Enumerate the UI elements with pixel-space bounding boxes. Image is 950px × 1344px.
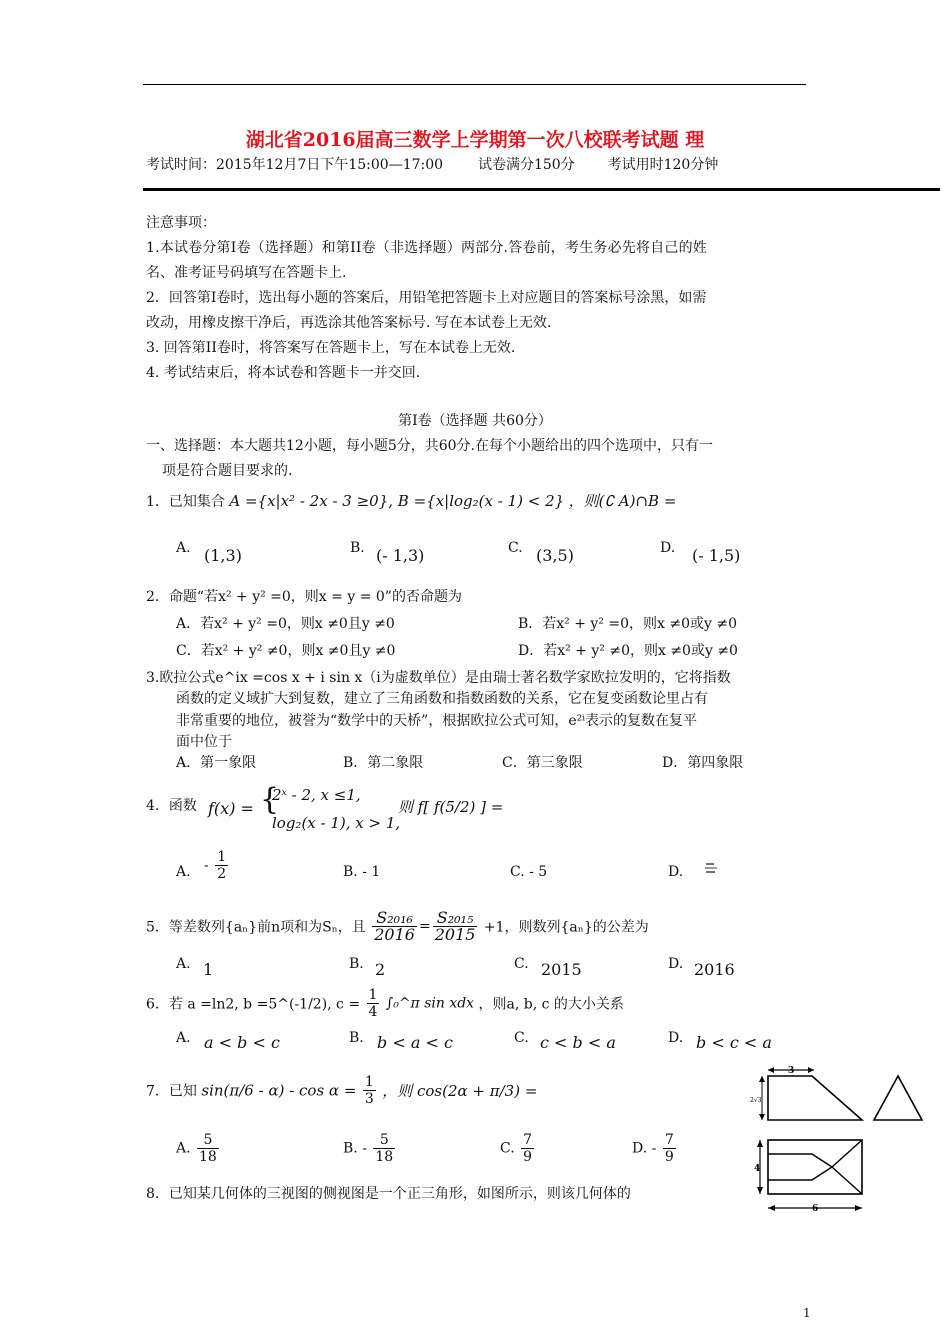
q7-tail: ，则 cos(2α + π/3) =: [382, 1082, 538, 1100]
q6-option-d: b < c < a: [696, 1033, 772, 1052]
front-view-trapezoid: [768, 1076, 862, 1120]
q7-option-d: [632, 1132, 678, 1165]
q4-option-d-label: D.: [668, 864, 684, 880]
q5-tail: +1，则数列{aₙ}的公差为: [483, 919, 649, 936]
question-1: [146, 490, 676, 511]
q4-a-den: 2: [217, 866, 227, 882]
q1-formula: A ={x|x² - 2x - 3 ≥0}, B ={x|log₂(x - 1) < 2}: [229, 492, 565, 510]
q7-a-num: 5: [197, 1132, 219, 1149]
q1-option-a: (1,3): [204, 546, 242, 565]
q7-c-num: 7: [523, 1132, 533, 1148]
q6-c-den: 4: [368, 1004, 378, 1020]
q6-c-frac: [367, 987, 380, 1020]
q5-b-label: B.: [349, 956, 364, 972]
duration: 考试用时120分钟: [607, 157, 719, 173]
q3-option-b: B．第二象限: [343, 755, 424, 771]
q2-option-b: B．若x² + y² =0，则x ≠0或y ≠0: [518, 616, 738, 632]
q7-a-frac: [197, 1132, 219, 1165]
q4-option-a: [204, 849, 230, 882]
q6-integral: ∫₀^π sin xdx: [385, 995, 475, 1012]
section-title: 第I卷（选择题 共60分）: [398, 413, 552, 429]
q4-option-c: C. - 5: [510, 864, 548, 880]
q1-option-a-label: A.: [176, 540, 191, 556]
q7-b-num: 5: [373, 1132, 395, 1149]
q1-option-b-label: B.: [350, 540, 365, 556]
q1-option-c: (3,5): [536, 546, 574, 565]
q7-option-a: [176, 1132, 221, 1165]
q5-stem: 5．等差数列{aₙ}前n项和为Sₙ，且: [146, 919, 366, 936]
header-rule: [143, 188, 940, 191]
q4-option-b: B. - 1: [343, 864, 381, 880]
q4-brace: {: [260, 782, 280, 817]
q5-s2: S₂₀₁₅: [433, 910, 478, 927]
q5-option-d: 2016: [694, 960, 735, 979]
notice-line: 4. 考试结束后，将本试卷和答题卡一并交回.: [146, 365, 421, 381]
q6-option-a: a < b < c: [204, 1033, 280, 1052]
q5-d-label: D.: [668, 956, 684, 972]
question-3-line: 非常重要的地位，被誉为“数学中的天桥”，根据欧拉公式可知，e²ⁱ表示的复数在复平: [176, 713, 698, 729]
notice-line: 名、准考证号码填写在答题卡上.: [146, 265, 347, 281]
q7-c-label: C.: [500, 1140, 515, 1157]
notice-heading: 注意事项：: [146, 215, 216, 231]
q4-case-2: log₂(x - 1), x > 1,: [272, 814, 401, 832]
three-view-figure: [750, 1062, 940, 1226]
q6-b-label: B.: [349, 1030, 364, 1046]
q5-d1: 2016: [374, 925, 415, 944]
q6-c-label: C.: [514, 1030, 529, 1046]
q4-case-1: 2ˣ - 2, x ≤1,: [272, 786, 361, 804]
q1-option-c-label: C.: [508, 540, 523, 556]
q6-option-b: b < a < c: [377, 1033, 453, 1052]
exam-title: 湖北省2016届高三数学上学期第一次八校联考试题 理: [245, 129, 705, 151]
fig-label-mid: 4: [754, 1164, 761, 1174]
q7-d-label: D. -: [632, 1140, 657, 1157]
q5-s1: S₂₀₁₆: [372, 910, 417, 927]
q7-ratio: [363, 1074, 376, 1107]
q6-stem: 6．若 a =ln2, b =5^(-1/2), c =: [146, 996, 361, 1013]
q2-option-d: D．若x² + y² ≠0，则x ≠0或y ≠0: [518, 643, 738, 659]
question-6: [146, 987, 624, 1020]
q7-c-frac: [521, 1132, 534, 1165]
question-5: 5．等差数列{aₙ}前n项和为Sₙ，且 $\frac{\text{S₂₀₁₆}}{2016}$ = $\frac{\text{S₂₀₁₅}}{2015}$ +1，则数列{aₙ}的公差为: [146, 908, 649, 944]
q7-d-frac: [663, 1132, 676, 1165]
q4-option-d-glyph: [703, 860, 719, 876]
question-3-line: 函数的定义域扩大到复数，建立了三角函数和指数函数的关系，它在复变函数论里占有: [176, 691, 708, 707]
section-intro: 一、选择题：本大题共12小题，每小题5分，共60分.在每个小题给出的四个选项中，只有一: [146, 438, 713, 454]
q1-stem: 1．已知集合: [146, 494, 225, 510]
notice-line: 3. 回答第II卷时，将答案写在答题卡上，写在本试卷上无效.: [146, 340, 516, 356]
question-3-line: 面中位于: [176, 734, 232, 750]
q5-option-c: 2015: [541, 960, 582, 979]
section-intro: 项是符合题目要求的.: [162, 463, 293, 479]
q3-option-c: C．第三象限: [502, 755, 583, 771]
full-score: 试卷满分150分: [477, 157, 575, 173]
question-8: 8．已知某几何体的三视图的侧视图是一个正三角形，如图所示，则该几何体的: [146, 1186, 631, 1202]
q7-c-den: 9: [523, 1149, 533, 1165]
q7-a-label: A.: [176, 1140, 191, 1157]
page-number: 1: [803, 1306, 811, 1320]
q1-option-d-label: D.: [660, 540, 676, 556]
q6-d-label: D.: [668, 1030, 684, 1046]
q6-a-label: A.: [176, 1030, 191, 1046]
q7-r-num: 1: [364, 1074, 374, 1090]
q1-option-b: (- 1,3): [376, 546, 425, 565]
q4-a-sign: -: [204, 857, 209, 874]
q5-a-label: A.: [176, 956, 191, 972]
q5-d2: 2015: [434, 925, 476, 944]
q5-option-b: 2: [375, 960, 386, 979]
q5-frac-2: [433, 910, 478, 943]
q7-option-c: [500, 1132, 536, 1165]
q4-fx: f(x) =: [208, 799, 254, 818]
q4-stem: 4．函数: [146, 798, 197, 814]
q6-tail: ，则a, b, c 的大小关系: [478, 996, 624, 1013]
notice-line: 改动，用橡皮擦干净后，再选涂其他答案标号. 写在本试卷上无效.: [146, 315, 552, 331]
q1-tail: ，则(∁ A)∩B =: [568, 492, 677, 510]
q5-option-a: 1: [203, 960, 214, 979]
q2-option-a: A．若x² + y² =0，则x ≠0且y ≠0: [176, 616, 395, 632]
top-view-rect: [768, 1140, 862, 1194]
q4-tail: 则 f[ f(5/2) ] =: [398, 798, 504, 816]
q7-d-den: 9: [664, 1149, 674, 1165]
q6-c-num: 1: [368, 987, 378, 1003]
exam-info: [146, 154, 718, 174]
q7-stem: 7．已知: [146, 1083, 197, 1100]
notice-line: 2．回答第I卷时，选出每小题的答案后，用铅笔把答题卡上对应题目的答案标号涂黑，如需: [146, 290, 707, 306]
q3-option-a: A．第一象限: [176, 755, 257, 771]
q7-r-den: 3: [364, 1091, 374, 1107]
q7-b-den: 18: [375, 1149, 394, 1165]
top-rule: [143, 84, 806, 85]
exam-time: 考试时间：2015年12月7日下午15:00—17:00: [146, 157, 444, 173]
q7-b-frac: [373, 1132, 395, 1165]
q4-a-fraction: [215, 849, 228, 882]
q7-expr: sin(π/6 - α) - cos α =: [201, 1081, 357, 1100]
q6-option-c: c < b < a: [540, 1033, 616, 1052]
q4-a-num: 1: [217, 849, 227, 865]
q7-a-den: 18: [199, 1149, 217, 1165]
q2-option-c: C．若x² + y² ≠0，则x ≠0且y ≠0: [176, 643, 396, 659]
notice-line: 1.本试卷分第I卷（选择题）和第II卷（非选择题）两部分.答卷前，考生务必先将自己的姓: [146, 240, 707, 256]
fig-label-height: 2√3: [750, 1097, 762, 1104]
q7-b-label: B. -: [343, 1140, 367, 1157]
side-view-triangle: [874, 1076, 922, 1120]
three-view-svg: [750, 1062, 940, 1222]
q3-option-d: D．第四象限: [662, 755, 744, 771]
fig-label-top: 3: [788, 1066, 795, 1076]
question-2: 2．命题“若x² + y² =0，则x = y = 0”的否命题为: [146, 589, 462, 605]
q7-option-b: [343, 1132, 397, 1165]
q1-option-d: (- 1,5): [692, 546, 741, 565]
q5-c-label: C.: [514, 956, 529, 972]
fig-label-bottom: 6: [812, 1204, 819, 1214]
q7-d-num: 7: [664, 1132, 674, 1148]
q5-frac-1: [372, 910, 417, 943]
question-3-line: 3.欧拉公式e^ix =cos x + i sin x（i为虚数单位）是由瑞士著名数学家欧拉发明的，它将指数: [146, 670, 731, 686]
question-7: [146, 1074, 537, 1107]
q4-option-a-label: A.: [176, 864, 191, 880]
